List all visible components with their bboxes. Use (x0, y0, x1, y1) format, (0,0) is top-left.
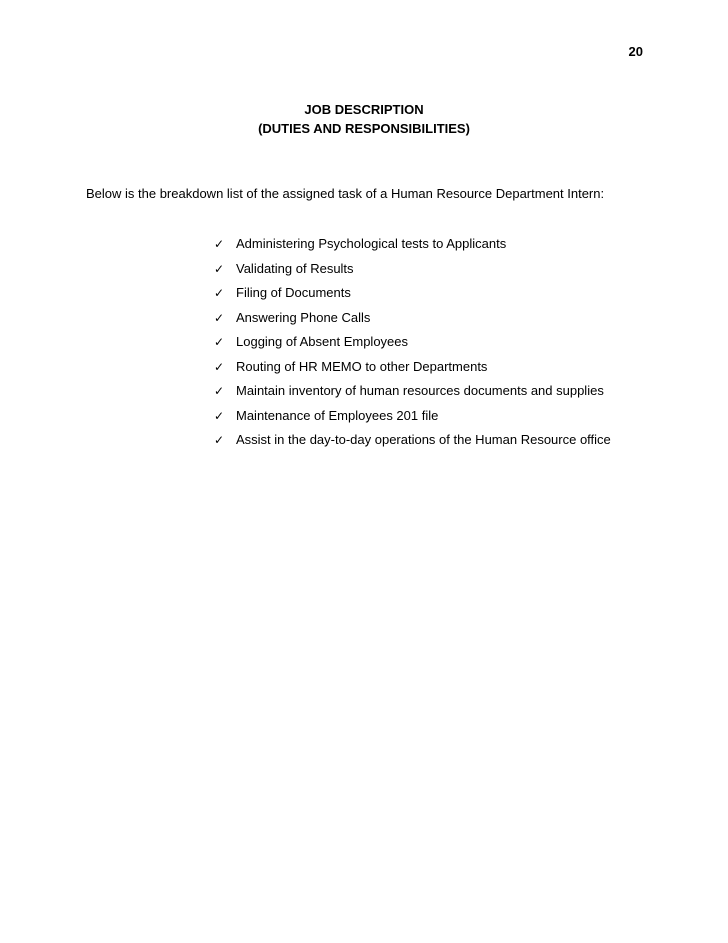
list-item (214, 404, 642, 429)
intro-paragraph: Below is the breakdown list of the assigned task of a Human Resource Department Intern: (86, 186, 605, 201)
checkmark-icon: ✓ (214, 433, 225, 447)
checkmark-icon: ✓ (214, 408, 225, 423)
checkmark-icon: ✓ (214, 286, 225, 300)
list-item (214, 306, 642, 331)
title-line-1: JOB DESCRIPTION (304, 102, 424, 117)
checkmark-icon: ✓ (214, 359, 225, 374)
task-text: Routing of HR MEMO to other Departments (236, 358, 488, 374)
checkmark-icon: ✓ (214, 310, 225, 325)
task-text: Logging of Absent Employees (236, 334, 409, 349)
list-item (214, 330, 642, 355)
checkmark-icon: ✓ (214, 261, 225, 276)
page-title (0, 100, 728, 138)
checkmark-icon: ✓ (214, 237, 225, 251)
task-text: Validating of Results (236, 260, 354, 276)
task-text: Maintain inventory of human resources documents and supplies (236, 383, 604, 398)
list-item (214, 428, 642, 453)
title-line-2: (DUTIES AND RESPONSIBILITIES) (258, 121, 470, 136)
page-number: 20 (628, 44, 643, 59)
list-item (214, 355, 642, 380)
list-item (214, 379, 642, 404)
checkmark-icon: ✓ (214, 384, 225, 398)
task-list (214, 232, 642, 453)
list-item (214, 232, 642, 257)
task-text: Answering Phone Calls (236, 309, 371, 325)
list-item (214, 257, 642, 282)
checkmark-icon: ✓ (214, 335, 225, 349)
task-text: Maintenance of Employees 201 file (236, 407, 439, 423)
task-text: Administering Psychological tests to Applicants (236, 236, 507, 251)
list-item (214, 281, 642, 306)
task-text: Assist in the day-to-day operations of the Human Resource office (236, 432, 611, 447)
task-text: Filing of Documents (236, 285, 351, 300)
